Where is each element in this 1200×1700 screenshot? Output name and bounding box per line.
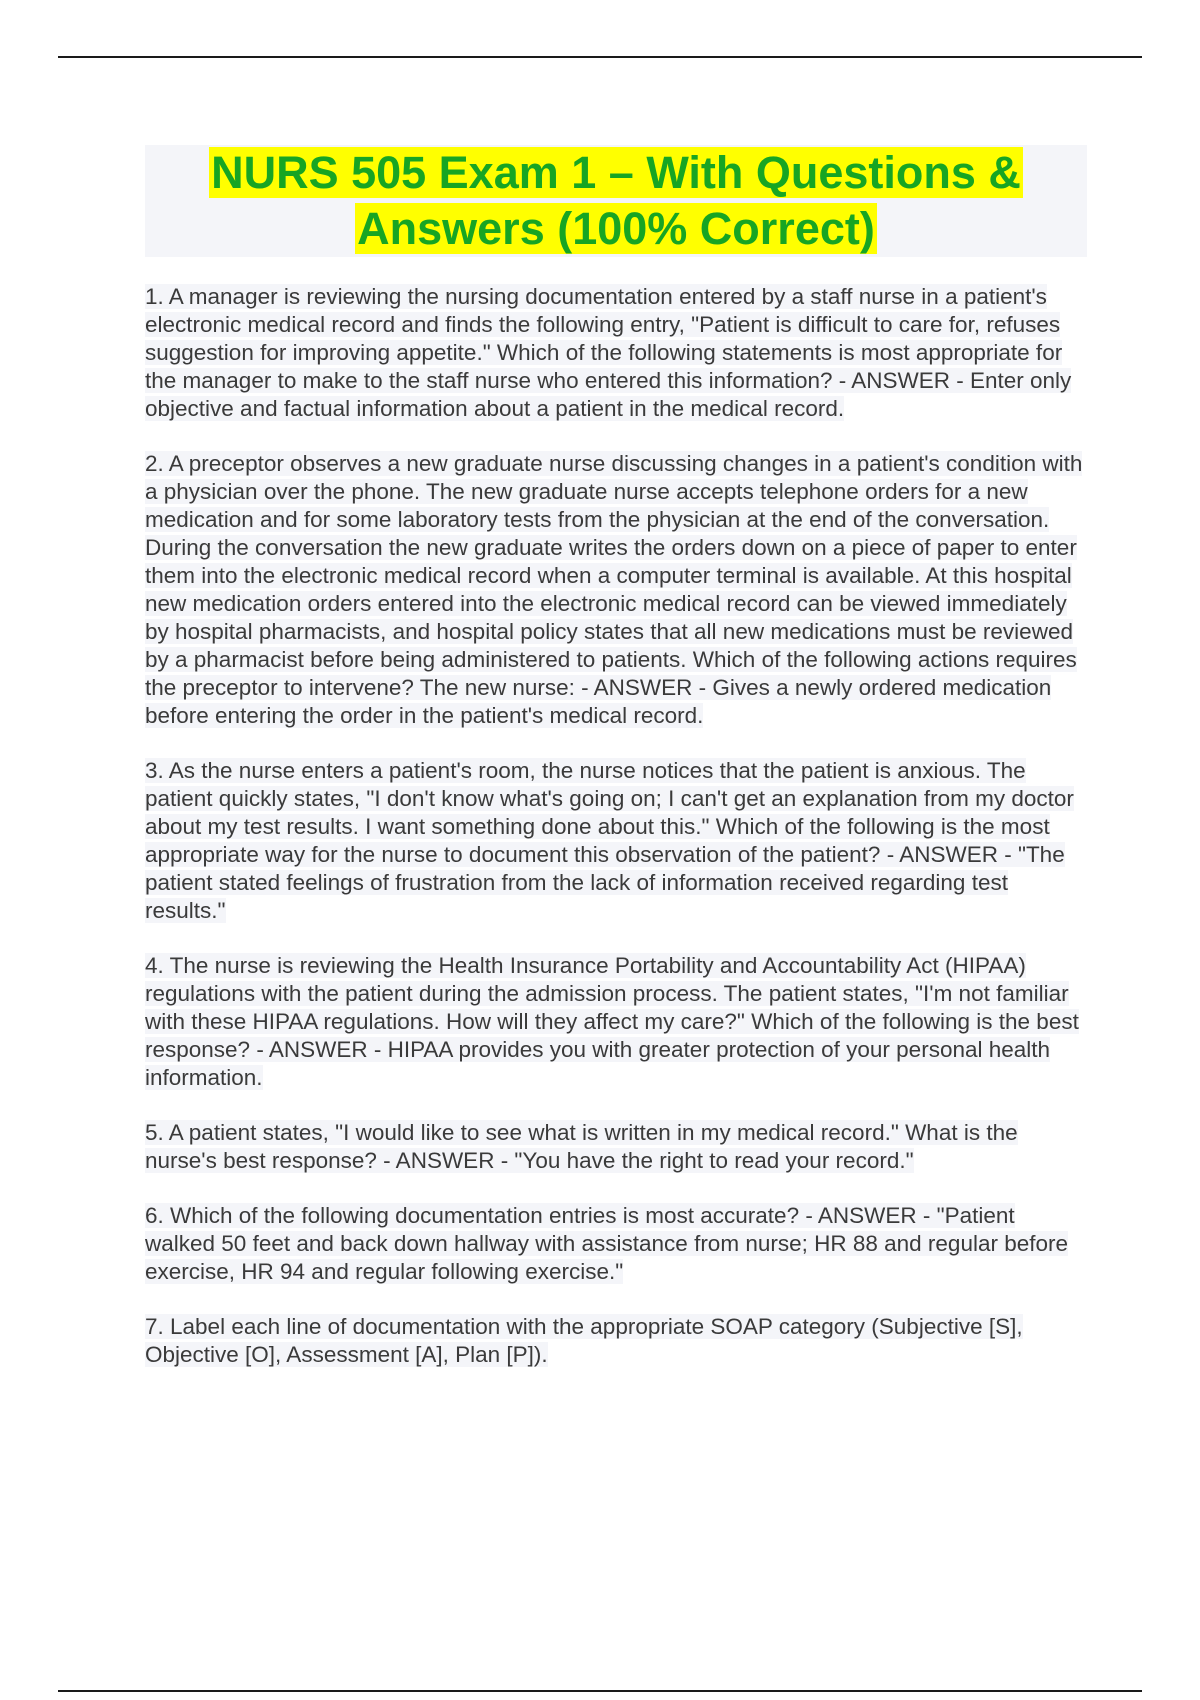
question-item	[145, 450, 1090, 730]
question-item	[145, 1119, 1090, 1175]
question-text: 3. As the nurse enters a patient's room, the nurse notices that the patient is anxious. The patient quickly states, "I don't know what's going on; I can't get an explanation from my doctor about my test results. I want something done about this." Which of the following is the most appropriate way for the nurse to document this observation of the patient? - ANSWER - "The patient stated feelings of frustration from the lack of information received regarding test results."	[145, 758, 1074, 923]
question-text: 2. A preceptor observes a new graduate nurse discussing changes in a patient's condition with a physician over the phone. The new graduate nurse accepts telephone orders for a new medication and for some laboratory tests from the physician at the end of the conversation. During the conversation the new graduate writes the orders down on a piece of paper to enter them into the electronic medical record when a computer terminal is available. At this hospital new medication orders entered into the electronic medical record can be viewed immediately by hospital pharmacists, and hospital policy states that all new medications must be reviewed by a pharmacist before being administered to patients. Which of the following actions requires the preceptor to intervene? The new nurse: - ANSWER - Gives a newly ordered medication before entering the order in the patient's medical record.	[145, 451, 1083, 728]
title-line-2: Answers (100% Correct)	[357, 203, 875, 254]
question-item	[145, 1202, 1090, 1286]
question-text: 1. A manager is reviewing the nursing documentation entered by a staff nurse in a patient's electronic medical record and finds the following entry, "Patient is difficult to care for, refuses suggestion for improving appetite." Which of the following statements is most appropriate for the manager to make to the staff nurse who entered this information? - ANSWER - Enter only objective and factual information about a patient in the medical record.	[145, 284, 1072, 421]
document-title	[145, 145, 1087, 257]
question-item	[145, 952, 1090, 1092]
title-line-1: NURS 505 Exam 1 – With Questions &	[211, 147, 1021, 198]
question-text: 7. Label each line of documentation with the appropriate SOAP category (Subjective [S], Objective [O], Assessment [A], Plan [P]).	[145, 1314, 1023, 1367]
question-item	[145, 757, 1090, 925]
question-item	[145, 1313, 1090, 1369]
question-item	[145, 283, 1090, 423]
top-rule	[58, 56, 1142, 58]
question-text: 6. Which of the following documentation entries is most accurate? - ANSWER - "Patient walked 50 feet and back down hallway with assistance from nurse; HR 88 and regular before exercise, HR 94 and regular following exercise."	[145, 1203, 1069, 1284]
question-list	[145, 283, 1090, 1396]
question-text: 4. The nurse is reviewing the Health Insurance Portability and Accountability Act (HIPAA) regulations with the patient during the admission process. The patient states, "I'm not familiar with these HIPAA regulations. How will they affect my care?" Which of the following is the best response? - ANSWER - HIPAA provides you with greater protection of your personal health information.	[145, 953, 1079, 1090]
question-text: 5. A patient states, "I would like to see what is written in my medical record." What is the nurse's best response? - ANSWER - "You have the right to read your record."	[145, 1120, 1018, 1173]
bottom-rule	[58, 1690, 1142, 1692]
